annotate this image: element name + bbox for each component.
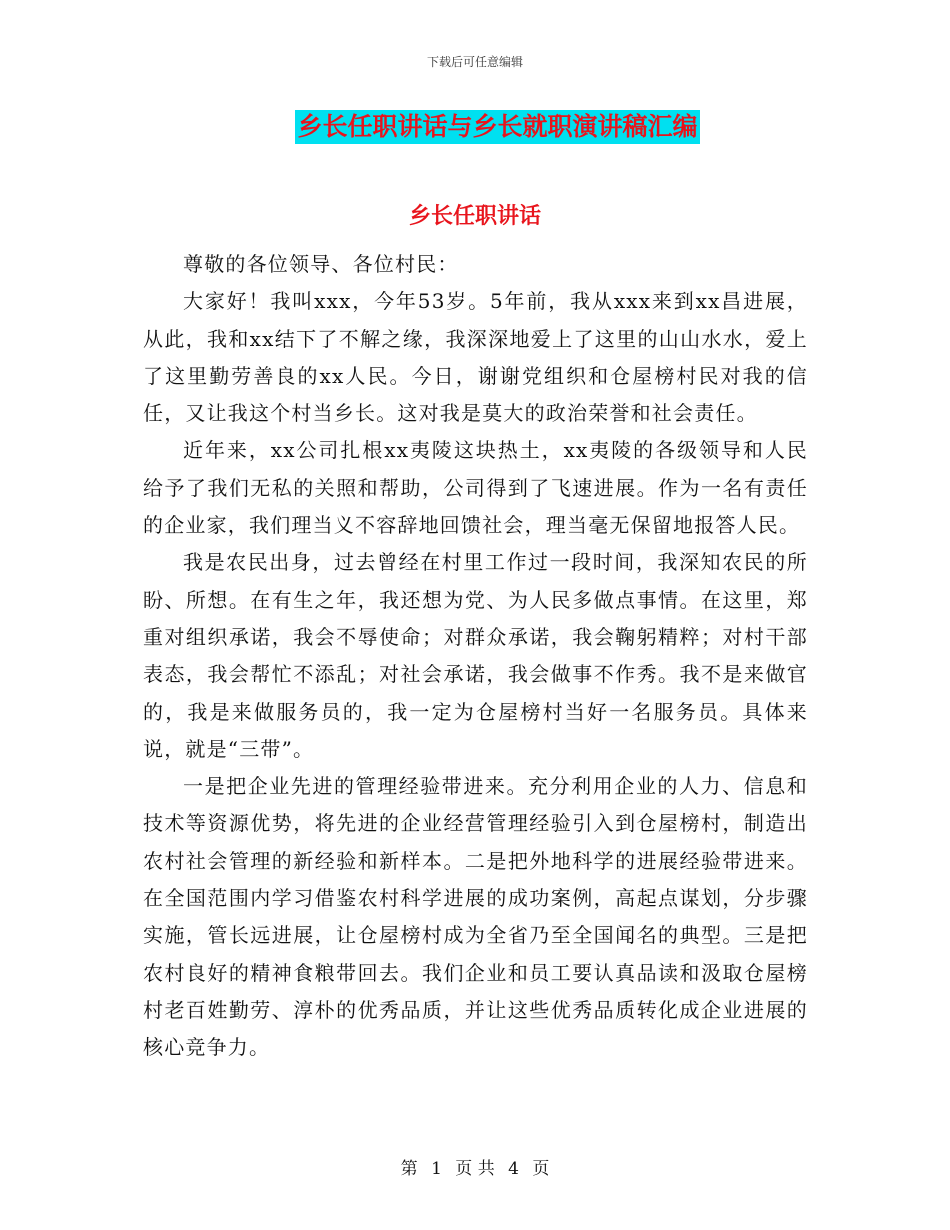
paragraph: 我是农民出身，过去曾经在村里工作过一段时间，我深知农民的所盼、所想。在有生之年，我还想为党、为人民多做点事情。在这里，郑重对组织承诺，我会不辱使命；对群众承诺，我会鞠躬精粹；对村干部表态，我会帮忙不添乱；对社会承诺，我会做事不作秀。我不是来做官的，我是来做服务员的，我一定为仓屋榜村当好一名服务员。具体来说，就是“三带”。 (143, 550, 808, 761)
paragraph: 近年来，xx公司扎根xx夷陵这块热土，xx夷陵的各级领导和人民给予了我们无私的关照和帮助，公司得到了飞速进展。作为一名有责任的企业家，我们理当义不容辞地回馈社会，理当毫无保留地报答人民。 (143, 438, 808, 538)
page-current: 1 (431, 1159, 442, 1179)
page-total: 4 (508, 1159, 519, 1179)
page-mid: 页 共 (455, 1159, 495, 1179)
header-note: 下载后可任意编辑 (426, 55, 523, 69)
page-suffix: 页 (532, 1159, 550, 1179)
document-title-container (0, 110, 950, 144)
paragraph: 大家好！我叫xxx，今年53岁。5年前，我从xxx来到xx昌进展，从此，我和xx结下了不解之缘，我深深地爱上了这里的山山水水，爱上了这里勤劳善良的xx人民。今日，谢谢党组织和仓屋榜村民对我的信任，又让我这个村当乡长。这对我是莫大的政治荣誉和社会责任。 (143, 289, 808, 426)
paragraph-salutation: 尊敬的各位领导、各位村民： (183, 252, 459, 276)
paragraph: 一是把企业先进的管理经验带进来。充分利用企业的人力、信息和技术等资源优势，将先进的企业经营管理经验引入到仓屋榜村，制造出农村社会管理的新经验和新样本。二是把外地科学的进展经验带进来。在全国范围内学习借鉴农村科学进展的成功案例，高起点谋划，分步骤实施，管长远进展，让仓屋榜村成为全省乃至全国闻名的典型。三是把农村良好的精神食粮带回去。我们企业和员工要认真品读和汲取仓屋榜村老百姓勤劳、淳朴的优秀品质，并让这些优秀品质转化成企业进展的核心竞争力。 (143, 774, 808, 1060)
page-footer (0, 1154, 950, 1179)
document-body (143, 246, 808, 1067)
section-title: 乡长任职讲话 (408, 204, 541, 229)
page-prefix: 第 (400, 1159, 418, 1179)
document-title: 乡长任职讲话与乡长就职演讲稿汇编 (295, 110, 699, 144)
